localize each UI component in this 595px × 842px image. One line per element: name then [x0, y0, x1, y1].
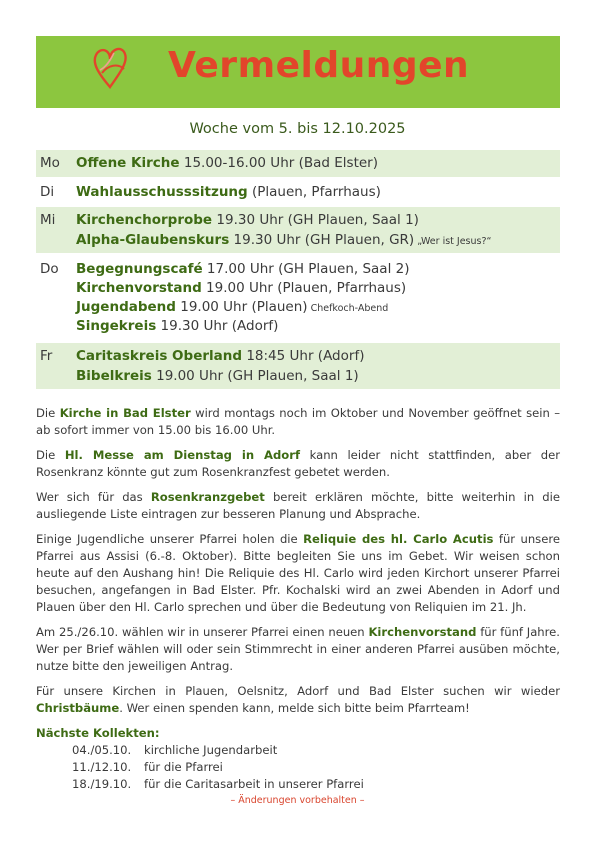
schedule-entry: [76, 212, 419, 228]
notice-paragraph: [36, 489, 560, 523]
schedule-entry: [76, 184, 381, 200]
notice-text: für fünf Jahre. Wer per Brief wählen will oder sein Stimmrecht in einer anderen Pfarrei ausüben möchte, nutze bitte den jeweiligen Antrag.: [36, 625, 560, 673]
day-label: Mo: [40, 155, 60, 171]
event-note: Chefkoch-Abend: [307, 303, 389, 314]
event-detail: 19.30 Uhr (GH Plauen, Saal 1): [212, 212, 419, 228]
schedule-row-fr: [36, 343, 560, 389]
schedule-entry: [76, 348, 364, 364]
event-name: Singekreis: [76, 318, 157, 334]
notice-text: Die: [36, 406, 60, 420]
event-name: Kirchenvorstand: [76, 280, 202, 296]
event-detail: 18:45 Uhr (Adorf): [242, 348, 365, 364]
schedule-row-mo: [36, 150, 560, 177]
notice-text: bereit erklären möchte, bitte weiterhin in die ausliegende Liste eintragen zur besseren Planung und Absprache.: [36, 490, 560, 521]
notice-text: für unsere Pfarrei aus Assisi (6.-8. Oktober). Bitte begleiten Sie uns im Gebet. Wir weisen schon heute auf den Aushang hin! Die Reliquie des Hl. Carlo wird jeden Kirchort unserer Pfarrei besuchen, angefangen in Bad Elster. Pfr. Kochalski wird an zwei Abenden in Adorf und Plauen über den Hl. Carlo sprechen und über die Bedeutung von Reliquien im 21. Jh.: [36, 532, 560, 614]
event-detail: 17.00 Uhr (GH Plauen, Saal 2): [202, 261, 410, 277]
event-name: Jugendabend: [76, 299, 176, 315]
notice-highlight: Rosenkranzgebet: [150, 490, 265, 504]
notice-highlight: Hl. Messe am Dienstag in Adorf: [64, 448, 301, 462]
schedule-entry: [76, 261, 409, 277]
notice-text: Die: [36, 448, 65, 462]
list-item: [36, 759, 560, 776]
day-label: Fr: [40, 348, 53, 364]
collection-purpose: für die Pfarrei: [144, 760, 223, 774]
schedule-entry: [76, 155, 378, 171]
collection-date: 18./19.10.: [72, 777, 132, 791]
schedule-entry: [76, 318, 278, 334]
notice-paragraph: [36, 683, 560, 717]
notice-paragraph: [36, 624, 560, 675]
notice-paragraph: [36, 405, 560, 439]
notice-highlight: Christbäume: [36, 701, 120, 715]
heart-pin-logo-icon: [88, 43, 132, 91]
event-detail: 19.00 Uhr (Plauen): [175, 299, 308, 315]
notice-highlight: Kirche in Bad Elster: [59, 406, 191, 420]
schedule-row-mi: [36, 207, 560, 253]
event-detail: 19.00 Uhr (GH Plauen, Saal 1): [151, 368, 359, 384]
event-detail: 19.00 Uhr (Plauen, Pfarrhaus): [201, 280, 407, 296]
notice-text: Am 25./26.10. wählen wir in unserer Pfarrei einen neuen: [36, 625, 369, 639]
collection-date: 04./05.10.: [72, 743, 132, 757]
event-name: Begegnungscafé: [76, 261, 203, 277]
event-detail: 19.30 Uhr (Adorf): [156, 318, 279, 334]
notice-paragraph: [36, 447, 560, 481]
notice-text: kann leider nicht stattfinden, aber der Rosenkranz könnte gut zum Rosenkranzfest gebetet werden.: [36, 448, 560, 479]
notice-paragraph: [36, 531, 560, 616]
notice-highlight: Reliquie des hl. Carlo Acutis: [303, 532, 494, 546]
notice-text: Wer sich für das: [36, 490, 151, 504]
schedule-entry: [76, 232, 491, 248]
list-item: [36, 776, 560, 793]
collection-purpose: für die Caritasarbeit in unserer Pfarrei: [144, 777, 364, 791]
list-item: [36, 742, 560, 759]
event-name: Alpha-Glaubenskurs: [76, 232, 230, 248]
event-name: Offene Kirche: [76, 155, 180, 171]
notice-text: Für unsere Kirchen in Plauen, Oelsnitz, Adorf und Bad Elster suchen wir wieder: [36, 684, 560, 698]
page-title: Vermeldungen: [168, 45, 470, 86]
collection-purpose: kirchliche Jugendarbeit: [144, 743, 278, 757]
event-note: „Wer ist Jesus?“: [414, 236, 492, 247]
event-name: Kirchenchorprobe: [76, 212, 213, 228]
schedule-entry: [76, 368, 359, 384]
schedule-row-di: [36, 179, 560, 206]
notice-text: wird montags noch im Oktober und November geöffnet sein – ab sofort immer von 15.00 bis 16.00 Uhr.: [36, 406, 560, 437]
week-subtitle: Woche vom 5. bis 12.10.2025: [189, 121, 406, 137]
footer-note: – Änderungen vorbehalten –: [230, 795, 365, 806]
event-detail: 19.30 Uhr (GH Plauen, GR): [229, 232, 415, 248]
day-label: Do: [40, 261, 59, 277]
day-label: Mi: [40, 212, 56, 228]
header-banner: [36, 36, 560, 108]
event-detail: 15.00-16.00 Uhr (Bad Elster): [179, 155, 378, 171]
notice-highlight: Kirchenvorstand: [368, 625, 477, 639]
notice-text: Einige Jugendliche unserer Pfarrei holen die: [36, 532, 304, 546]
schedule-entry: [76, 299, 388, 315]
collections-list: [36, 742, 560, 793]
notices-section: [36, 405, 560, 793]
event-name: Wahlausschusssitzung: [76, 184, 248, 200]
event-name: Caritaskreis Oberland: [76, 348, 243, 364]
event-detail: (Plauen, Pfarrhaus): [247, 184, 381, 200]
event-name: Bibelkreis: [76, 368, 152, 384]
schedule-row-do: [36, 257, 560, 341]
notice-text: . Wer einen spenden kann, melde sich bitte beim Pfarrteam!: [119, 701, 470, 715]
day-label: Di: [40, 184, 55, 200]
schedule-entry: [76, 280, 406, 296]
collections-heading: Nächste Kollekten:: [36, 726, 160, 740]
collection-date: 11./12.10.: [72, 760, 132, 774]
